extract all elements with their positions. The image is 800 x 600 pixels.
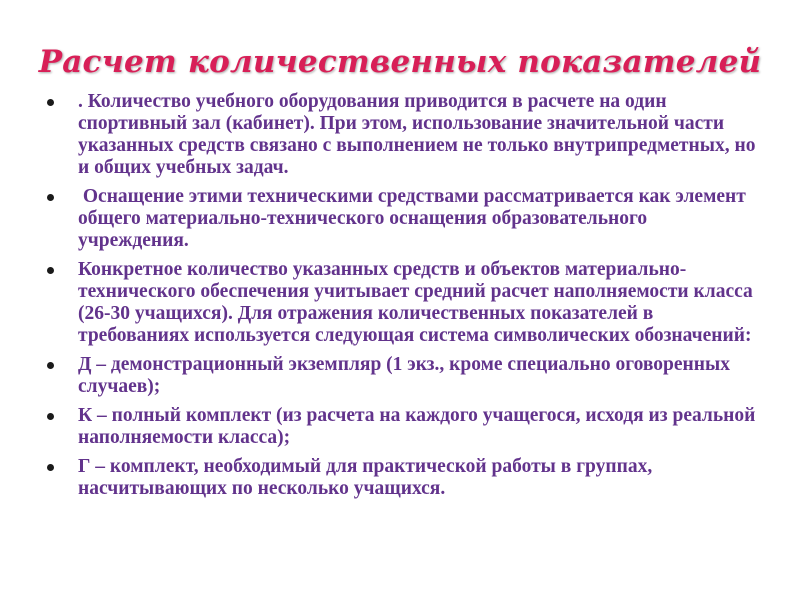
bullet-text: . Количество учебного оборудования приводится в расчете на один спортивный зал (кабинет). При этом, использование значительной части указанных средств связано с выполнением не только внутрипредметных, но и общих учебных задач. <box>78 91 756 178</box>
bullet-dot-icon <box>47 362 54 369</box>
bullet-dot-icon <box>47 194 54 201</box>
bullet-dot-icon <box>47 99 54 106</box>
bullet-text: К – полный комплект (из расчета на каждого учащегося, исходя из реальной наполняемости класса); <box>78 405 756 448</box>
bullet-text: Г – комплект, необходимый для практической работы в группах, насчитывающих по несколько учащихся. <box>78 456 662 499</box>
bullet-text: Д – демонстрационный экземпляр (1 экз., кроме специально оговоренных случаев); <box>78 354 730 397</box>
list-item <box>46 186 758 252</box>
list-item <box>46 456 758 500</box>
bullet-dot-icon <box>47 464 54 471</box>
bullet-text: Конкретное количество указанных средств и объектов материально-технического обеспечения учитывает средний расчет наполняемости класса (26-30 учащихся). Для отражения количественных показателей в требованиях используется следующая система символических обозначений: <box>78 259 753 346</box>
slide-title: Расчет количественных показателей <box>38 44 762 80</box>
bullet-text: Оснащение этими техническими средствами рассматривается как элемент общего материально-технического оснащения образовательного учреждения. <box>78 186 751 251</box>
list-item <box>46 91 758 179</box>
list-item <box>46 354 758 398</box>
list-item <box>46 405 758 449</box>
bullet-dot-icon <box>47 267 54 274</box>
list-item <box>46 259 758 347</box>
bullet-list <box>46 91 758 507</box>
bullet-dot-icon <box>47 413 54 420</box>
